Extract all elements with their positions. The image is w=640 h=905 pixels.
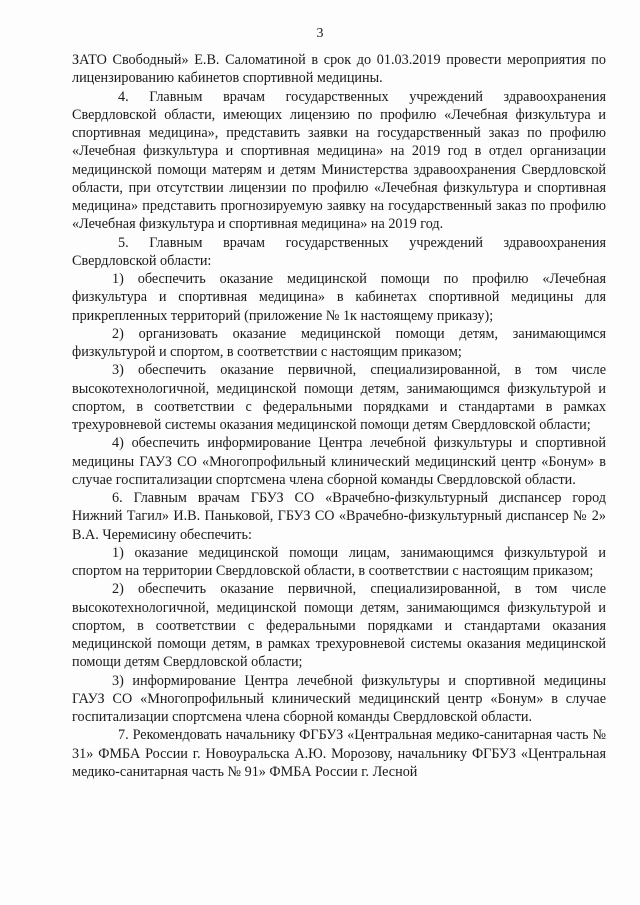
- paragraph-item-6-2: 2) обеспечить оказание первичной, специализированной, в том числе высокотехнологичной, медицинской помощи детям, занимающимся физкультурой и спортом, в соответствии с федеральными порядками и стандартами оказания медицинской помощи детям, в рамках трехуровневой системы оказания медицинской помощи детям Свердловской области;: [72, 581, 606, 671]
- paragraph-item-5-3: 3) обеспечить оказание первичной, специализированной, в том числе высокотехнологичной, медицинской помощи детям, занимающимся физкультурой и спортом, в соответствии с федеральными порядками и стандартами в рамках трехуровневой системы оказания медицинской помощи детям Свердловской области;: [72, 362, 606, 433]
- paragraph-item-6-1: 1) оказание медицинской помощи лицам, занимающимся физкультурой и спортом на территории Свердловской области, в соответствии с настоящим приказом;: [72, 544, 606, 579]
- paragraph-item-5-2: 2) организовать оказание медицинской помощи детям, занимающимся физкультурой и спортом, в соответствии с настоящим приказом;: [72, 325, 606, 360]
- paragraph-item-5: 5. Главным врачам государственных учреждений здравоохранения Свердловской области:: [72, 234, 606, 269]
- paragraph-item-5-1: 1) обеспечить оказание медицинской помощи по профилю «Лечебная физкультура и спортивная медицина» в кабинетах спортивной медицины для прикрепленных территорий (приложение № 1к настоящему приказу);: [72, 271, 606, 324]
- paragraph-item-6: 6. Главным врачам ГБУЗ СО «Врачебно-физкультурный диспансер город Нижний Тагил» И.В. Паньковой, ГБУЗ СО «Врачебно-физкультурный диспансер № 2» В.А. Черемисину обеспечить:: [72, 490, 606, 543]
- paragraph-item-5-4: 4) обеспечить информирование Центра лечебной физкультуры и спортивной медицины ГАУЗ СО «Многопрофильный клинический медицинский центр «Бонум» в случае госпитализации спортсмена члена сборной команды Свердловской области.: [72, 435, 606, 488]
- paragraph-item-4: 4. Главным врачам государственных учреждений здравоохранения Свердловской области, имеющих лицензию по профилю «Лечебная физкультура и спортивная медицина», представить заявки на государственный заказ по профилю «Лечебная физкультура и спортивная медицина» на 2019 год в отдел организации медицинской помощи матерям и детям Министерства здравоохранения Свердловской области, при отсутствии лицензии по профилю «Лечебная физкультура и спортивная медицина» представить прогнозируемую заявку на государственный заказ по профилю «Лечебная физкультура и спортивная медицина» на 2019 год.: [72, 88, 606, 233]
- document-body: [72, 51, 606, 781]
- paragraph-item-7: 7. Рекомендовать начальнику ФГБУЗ «Центральная медико-санитарная часть № 31» ФМБА России г. Новоуральска А.Ю. Морозову, начальнику ФГБУЗ «Центральная медико-санитарная часть № 91» ФМБА России г. Лесной: [72, 727, 606, 780]
- paragraph-item-6-3: 3) информирование Центра лечебной физкультуры и спортивной медицины ГАУЗ СО «Многопрофильный клинический медицинский центр «Бонум» в случае госпитализации спортсмена члена сборной команды Свердловской области.: [72, 672, 606, 725]
- page-number: 3: [316, 26, 324, 41]
- paragraph-continuation: ЗАТО Свободный» Е.В. Саломатиной в срок до 01.03.2019 провести мероприятия по лицензированию кабинетов спортивной медицины.: [72, 52, 606, 87]
